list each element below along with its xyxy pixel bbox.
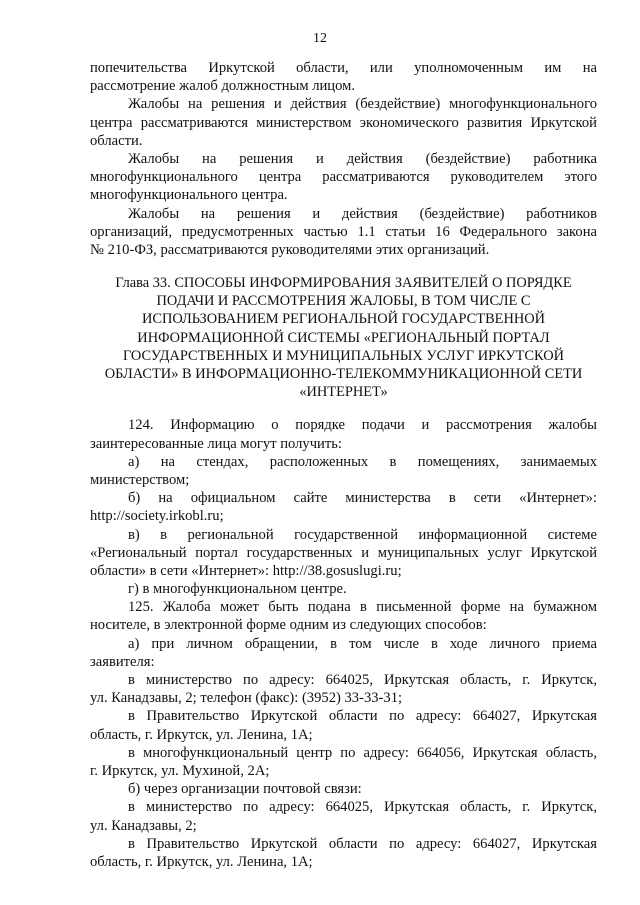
text-line: область, г. Иркутск, ул. Ленина, 1А; xyxy=(90,853,313,870)
text-line: б) на официальном сайте министерства в сети «Интернет»: xyxy=(128,490,597,507)
text-line: Жалобы на решения и действия (бездействие) работника xyxy=(128,150,597,167)
text-line: области» в сети «Интернет»: http://38.gosuslugi.ru; xyxy=(90,562,402,579)
text-line: многофункционального центра. xyxy=(90,187,288,204)
heading-line: ПОДАЧИ И РАССМОТРЕНИЯ ЖАЛОБЫ, В ТОМ ЧИСЛЕ С xyxy=(156,293,531,310)
text-line: б) через организации почтовой связи: xyxy=(128,781,362,798)
heading-line: «ИНТЕРНЕТ» xyxy=(299,384,388,401)
text-line: Жалобы на решения и действия (бездействие) многофункционального xyxy=(128,96,597,113)
page-number: 12 xyxy=(313,31,327,46)
text-line: рассмотрение жалоб должностным лицом. xyxy=(90,78,356,95)
text-line: в Правительство Иркутской области по адресу: 664027, Иркутская xyxy=(128,708,597,725)
heading-line: ИНФОРМАЦИОННОЙ СИСТЕМЫ «РЕГИОНАЛЬНЫЙ ПОРТАЛ xyxy=(137,329,550,346)
text-line: в Правительство Иркутской области по адресу: 664027, Иркутская xyxy=(128,835,597,852)
text-line: области. xyxy=(90,132,143,149)
text-line: в министерство по адресу: 664025, Иркутская область, г. Иркутск, xyxy=(128,799,597,816)
text-line: 124. Информацию о порядке подачи и рассмотрения жалобы xyxy=(128,417,597,434)
text-line: 125. Жалоба может быть подана в письменной форме на бумажном xyxy=(128,599,597,616)
text-line: «Региональный портал государственных и муниципальных услуг Иркутской xyxy=(90,544,597,561)
heading-line: Глава 33. СПОСОБЫ ИНФОРМИРОВАНИЯ ЗАЯВИТЕЛЕЙ О ПОРЯДКЕ xyxy=(115,275,572,292)
text-line: г) в многофункциональном центре. xyxy=(128,581,347,598)
document-body xyxy=(90,59,597,871)
text-line: в многофункциональный центр по адресу: 664056, Иркутская область, xyxy=(128,744,597,761)
text-line: заинтересованные лица могут получить: xyxy=(90,435,342,452)
text-line: в министерство по адресу: 664025, Иркутская область, г. Иркутск, xyxy=(128,672,597,688)
text-line: центра рассматриваются министерством экономического развития Иркутской xyxy=(90,114,597,131)
heading-line: ИСПОЛЬЗОВАНИЕМ РЕГИОНАЛЬНОЙ ГОСУДАРСТВЕННОЙ xyxy=(141,311,546,328)
heading-line: ГОСУДАРСТВЕННЫХ И МУНИЦИПАЛЬНЫХ УСЛУГ ИРКУТСКОЙ xyxy=(122,347,565,364)
text-line: в) в региональной государственной информационной системе xyxy=(128,526,597,543)
heading-line: ОБЛАСТИ» В ИНФОРМАЦИОННО-ТЕЛЕКОММУНИКАЦИОННОЙ СЕТИ xyxy=(104,366,583,382)
text-line: попечительства Иркутской области, или уполномоченным им на xyxy=(90,60,597,76)
text-line: а) при личном обращении, в том числе в ходе личного приема xyxy=(128,635,597,652)
text-line: № 210-ФЗ, рассматриваются руководителями этих организаций. xyxy=(90,241,490,258)
text-line: а) на стендах, расположенных в помещениях, занимаемых xyxy=(128,453,597,470)
complaints-paragraphs xyxy=(90,59,597,259)
text-line: многофункционального центра рассматриваются руководителем этого xyxy=(90,169,597,186)
text-line: министерством; xyxy=(90,471,190,488)
text-line: ул. Канадзавы, 2; телефон (факс): (3952) 33-33-31; xyxy=(90,690,403,707)
text-line: заявителя: xyxy=(90,653,155,670)
text-line: Жалобы на решения и действия (бездействие) работников xyxy=(128,205,597,222)
chapter-heading xyxy=(90,274,597,401)
information-paragraphs xyxy=(90,416,597,871)
text-line: ул. Канадзавы, 2; xyxy=(90,817,197,834)
text-line: http://society.irkobl.ru; xyxy=(90,508,224,525)
text-line: носителе, в электронной форме одним из следующих способов: xyxy=(90,617,487,634)
text-line: г. Иркутск, ул. Мухиной, 2А; xyxy=(90,762,270,779)
text-line: организаций, предусмотренных частью 1.1 статьи 16 Федерального закона xyxy=(90,223,597,240)
text-line: область, г. Иркутск, ул. Ленина, 1А; xyxy=(90,726,313,743)
